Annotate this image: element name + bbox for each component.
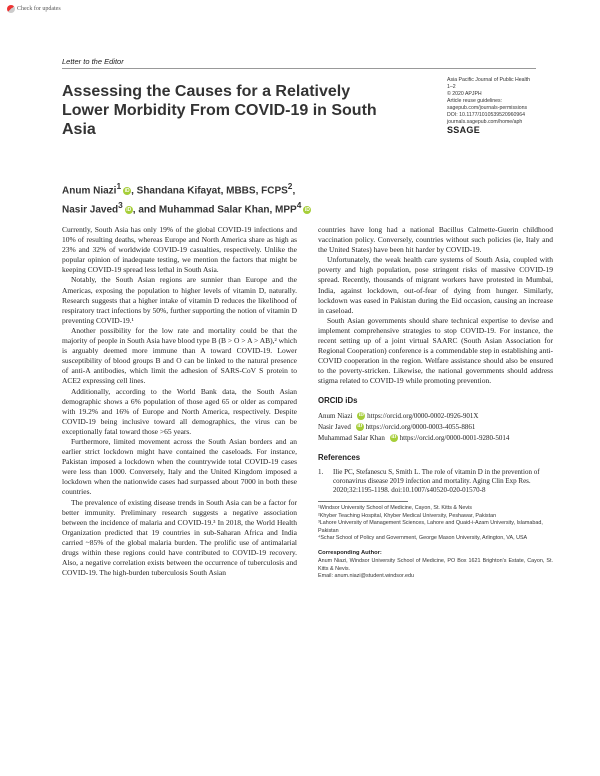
reference-number: 1. <box>318 467 324 476</box>
body-paragraph: Notably, the South Asian regions are sunnier than Europe and the Americas, exposing the population to higher levels of vitamin D, naturally. Research suggests that a higher intake of vitamin D reduces the likelihood of respiratory tract infections by 50%, further supporting the notion of vitamin D preventing COVID-19.¹ <box>62 275 297 325</box>
author-sup: 4 <box>296 200 302 211</box>
header-divider <box>62 68 536 69</box>
reference-text: Ilie PC, Stefanescu S, Smith L. The role of vitamin D in the prevention of coronavirus disease 2019 infection and mortality. Aging Clin Exp Res. 2020;32:1195-1198. doi:10.1007/s40520-020-01570-8 <box>333 467 540 494</box>
journal-info-line[interactable]: journals.sagepub.com/home/aph <box>447 119 523 125</box>
orcid-icon[interactable]: iD <box>124 187 130 194</box>
corresponding-author-email[interactable]: Email: anum.niazi@student.windsor.edu <box>318 573 414 580</box>
orcid-heading: ORCID iDs <box>318 395 358 405</box>
orcid-entry-name: Nasir Javed <box>318 422 351 431</box>
orcid-icon: iD <box>357 424 363 430</box>
orcid-entry <box>318 411 553 422</box>
orcid-link[interactable]: https://orcid.org/0000-0003-4055-8861 <box>365 422 476 431</box>
author-name: Shandana Kifayat, MBBS, FCPS <box>136 185 288 197</box>
journal-info-line: Article reuse guidelines: <box>447 98 503 104</box>
orcid-icon: iD <box>358 413 364 419</box>
affiliation: ²Khyber Teaching Hospital, Khyber Medical University, Peshawar, Pakistan <box>318 512 497 519</box>
check-for-updates-badge[interactable] <box>7 5 61 13</box>
orcid-link[interactable]: https://orcid.org/0000-0002-0926-901X <box>367 411 479 420</box>
body-paragraph: The prevalence of existing disease trends in South Asia can be a factor for better immunity. Preliminary research suggests a negative association between the incidence of malaria and COVID-19.³ In 2018, the World Health Organization predicted that 19 countries in sub-Saharan Africa and India carried ~85% of the global malaria burden. The prolific use of antimalarial drugs within these regions could have contributed to COVID-19 recovery. Also, a negative correlation exists between the occurrence of tuberculosis and COVID-19. The high-burden tuberculosis South Asian <box>62 497 297 578</box>
author-name: , and Muhammad Salar Khan, MPP <box>132 204 297 216</box>
body-paragraph: Currently, South Asia has only 19% of the global COVID-19 infections and 10% of resulting deaths, whereas Europe and North America share as high as 23% and 32% of worldwide COVID-19 casualties, respectively. Unlike the popular opinion of inadequate testing, we mention the factors that might be keeping COVID-19 spread less lethal in South Asia. <box>62 225 297 275</box>
body-column-left <box>62 225 297 578</box>
references-heading: References <box>318 452 361 462</box>
journal-info <box>447 77 557 134</box>
affiliation: ⁴Schar School of Policy and Government, George Mason University, Arlington, VA, USA <box>318 534 528 541</box>
corresponding-author-heading: Corresponding Author: <box>318 550 382 557</box>
author-name: Nasir Javed <box>62 204 119 216</box>
body-column-right <box>318 225 553 581</box>
article-type-label: Letter to the Editor <box>62 57 124 66</box>
check-updates-label: Check for updates <box>17 6 61 12</box>
affiliation: ¹Windsor University School of Medicine, Cayon, St. Kitts & Nevis <box>318 505 472 512</box>
journal-info-line[interactable]: DOI: 10.1177/1010539520960964 <box>447 112 526 118</box>
orcid-icon: iD <box>391 435 397 441</box>
author-sup: 1 <box>116 181 122 191</box>
orcid-entry <box>318 433 553 444</box>
orcid-entry-name: Anum Niazi <box>318 411 353 420</box>
corresponding-author-address: Anum Niazi, Windsor University School of Medicine, PO Box 1621 Brighton's Estate, Cayon, St. Kitts & Nevis. <box>318 558 553 572</box>
affiliation: ³Lahore University of Management Sciences, Lahore and Quaid-i-Azam University, Islamabad, Pakistan <box>318 520 543 534</box>
author-sup: 3 <box>118 200 123 211</box>
sage-logo: SSAGE <box>447 125 481 135</box>
body-paragraph: Additionally, according to the World Bank data, the South Asian demographic shows a 6% population of those aged 65 or older as compared with 19.2% and 16% of Europe and North America, respectively. Despite COVID-19 being inclusive toward all demographics, the virus can be exceptionally fatal toward those >65 years. <box>62 386 297 436</box>
body-paragraph: countries have long had a national Bacillus Calmette-Guerin childhood vaccination policy. Conversely, countries without such policies (ie, Italy and the United States) have been hit harder by COVID-19. <box>318 225 553 255</box>
orcid-icon[interactable]: iD <box>304 207 310 214</box>
reference-item <box>318 468 553 495</box>
author-sup: 2 <box>287 181 293 191</box>
journal-info-line: Asia Pacific Journal of Public Health <box>447 77 531 83</box>
body-paragraph: Unfortunately, the weak health care systems of South Asia, coupled with poverty and high population, pose stringent risks of massive COVID-19 spread. Recently, thousands of migrant workers have protested in Mumbai, India, against lockdown, out-of-fear of dying from hunger. Similarly, lockdown was eased in Pakistan during the Eid occasion, causing an increase in caseload. <box>318 255 553 315</box>
orcid-link[interactable]: https://orcid.org/0000-0001-9280-5014 <box>399 433 510 442</box>
journal-info-line: 1–2 <box>447 84 456 90</box>
article-title: Assessing the Causes for a Relatively Lower Morbidity From COVID-19 in South Asia <box>62 83 377 138</box>
author-list: Anum Niazi$^1$ iD , Shandana Kifayat, MBBS, FCPS$^2$, Nasir Javed$^3$ iD , and Muhammad Salar Khan, MPP$^4$ iD <box>62 181 310 216</box>
check-updates-icon <box>7 5 15 13</box>
author-name: Anum Niazi <box>62 185 117 197</box>
affiliation-divider <box>318 501 408 502</box>
body-paragraph: Another possibility for the low rate and mortality could be that the majority of people in South Asia have blood type B (B > O > A > AB),² which is arguably deemed more immune than A toward COVID-19. Lower susceptibility of blood groups B and O can be linked to the natural presence of anti-A antibodies, which limit the adhesion of SARS-CoV S protein to ACE2 expressing cell lines. <box>62 325 297 386</box>
orcid-entry <box>318 422 553 433</box>
orcid-icon[interactable]: iD <box>126 207 132 214</box>
body-paragraph: South Asian governments should share technical expertise to devise and implement comprehensive strategies to stop COVID-19. For instance, the recent setting up of a joint virtual SAARC (South Asian Association for Regional Cooperation) conference is a commendable step in establishing anti-COVID cooperation in the region. Welfare assistance should also be ensured to the poverty-stricken. Likewise, the national governments should address stigma related to COVID-19 while promoting prevention. <box>318 315 553 386</box>
journal-info-line: © 2020 APJPH <box>447 91 482 97</box>
journal-info-line[interactable]: sagepub.com/journals-permissions <box>447 105 528 111</box>
orcid-entry-name: Muhammad Salar Khan <box>318 433 385 442</box>
body-paragraph: Furthermore, limited movement across the South Asian borders and an earlier strict lockdown might have contained the caseloads. For instance, Pakistan imposed a lockdown when the countrywide total COVID-19 cases were less than 1000. Conversely, Italy and the United Kingdom imposed a lockdown when the nationwide cases had surpassed about 7000 in both these countries. <box>62 436 297 497</box>
